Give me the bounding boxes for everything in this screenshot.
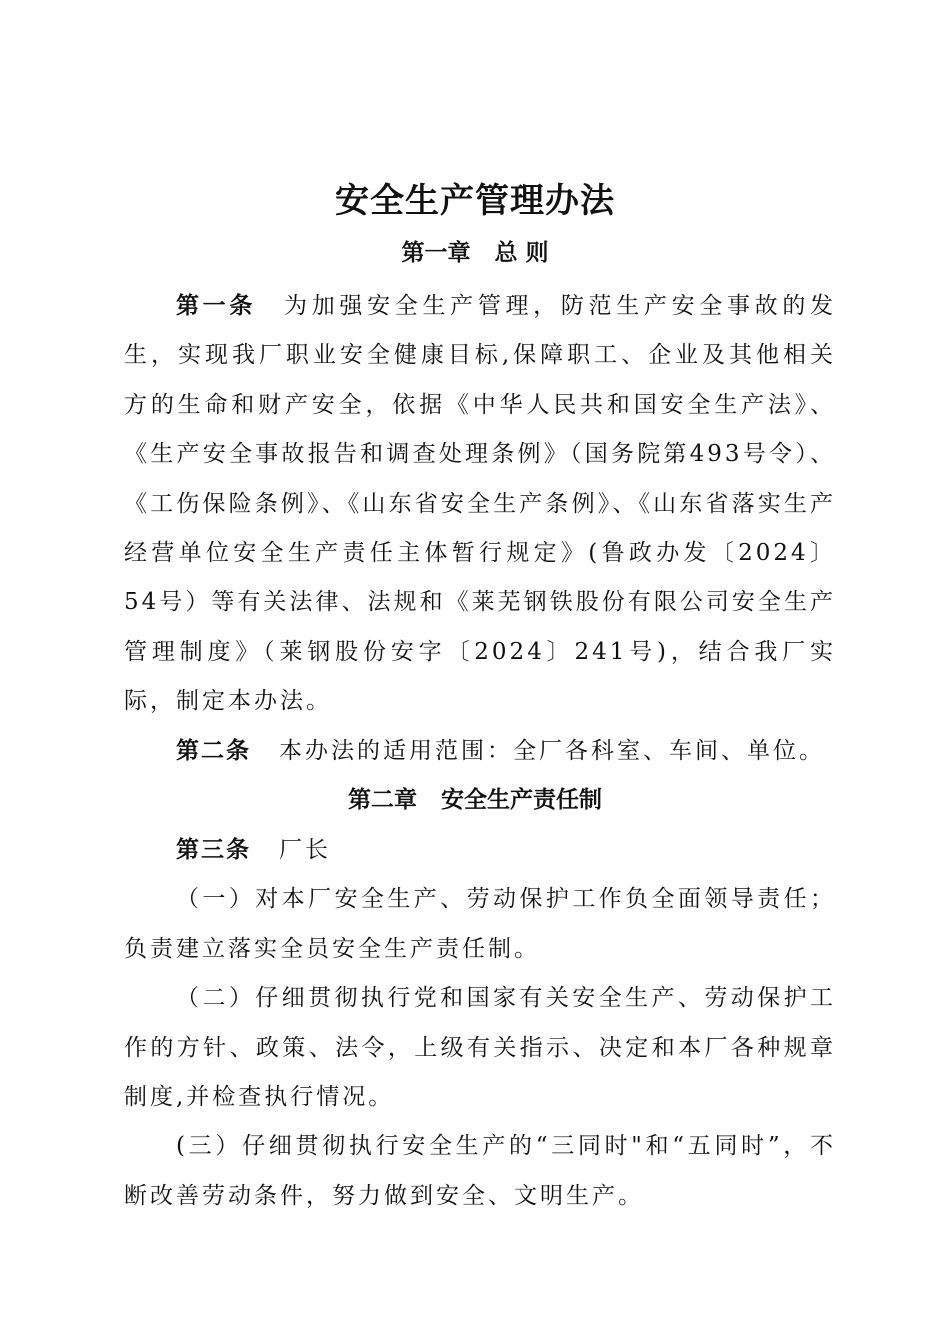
article-number: 第三条 bbox=[176, 836, 251, 863]
article-number: 第二条 bbox=[176, 737, 251, 764]
article-text: 为加强安全生产管理，防范生产安全事故的发生，实现我厂职业安全健康目标,保障职工、企业及其他相关方的生命和财产安全，依据《中华人民共和国安全生产法》、《生产安全事故报告和调查处理条例》（国务院第493号令）、《工伤保险条例》、《山东省安全生产条例》、《山东省落实生产经营单位安全生产责任主体暂行规定》(鲁政办发〔2024〕54号）等有关法律、法规和《莱芜钢铁股份有限公司安全生产管理制度》（莱钢股份安字〔2024〕241号)，结合我厂实际，制定本办法。 bbox=[124, 293, 837, 715]
article-item: （一）对本厂安全生产、劳动保护工作负全面领导责任；负责建立落实全员安全生产责任制。 bbox=[124, 886, 836, 962]
article-text: 本办法的适用范围：全厂各科室、车间、单位。 bbox=[279, 738, 825, 764]
chapter-number: 第一章 bbox=[401, 239, 471, 266]
article-paragraph bbox=[124, 825, 836, 1221]
chapter-number: 第二章 bbox=[348, 786, 417, 813]
article-paragraph bbox=[124, 726, 836, 776]
chapter-name: 安全生产责任制 bbox=[441, 786, 602, 813]
article-paragraph bbox=[124, 281, 836, 727]
article-item: (三）仔细贯彻执行安全生产的“三同时"和“五同时”，不断改善劳动条件，努力做到安全、文明生产。 bbox=[124, 1133, 836, 1209]
document-title: 安全生产管理办法 bbox=[335, 181, 615, 221]
article-text: 厂长 bbox=[279, 837, 331, 863]
article-item: （二）仔细贯彻执行党和国家有关安全生产、劳动保护工作的方针、政策、法令，上级有关指示、决定和本厂各种规章制度,并检查执行情况。 bbox=[124, 985, 836, 1111]
chapter-name: 总 则 bbox=[494, 239, 549, 266]
article-number: 第一条 bbox=[176, 292, 257, 319]
chapter-heading bbox=[0, 783, 950, 817]
chapter-heading bbox=[0, 236, 950, 270]
